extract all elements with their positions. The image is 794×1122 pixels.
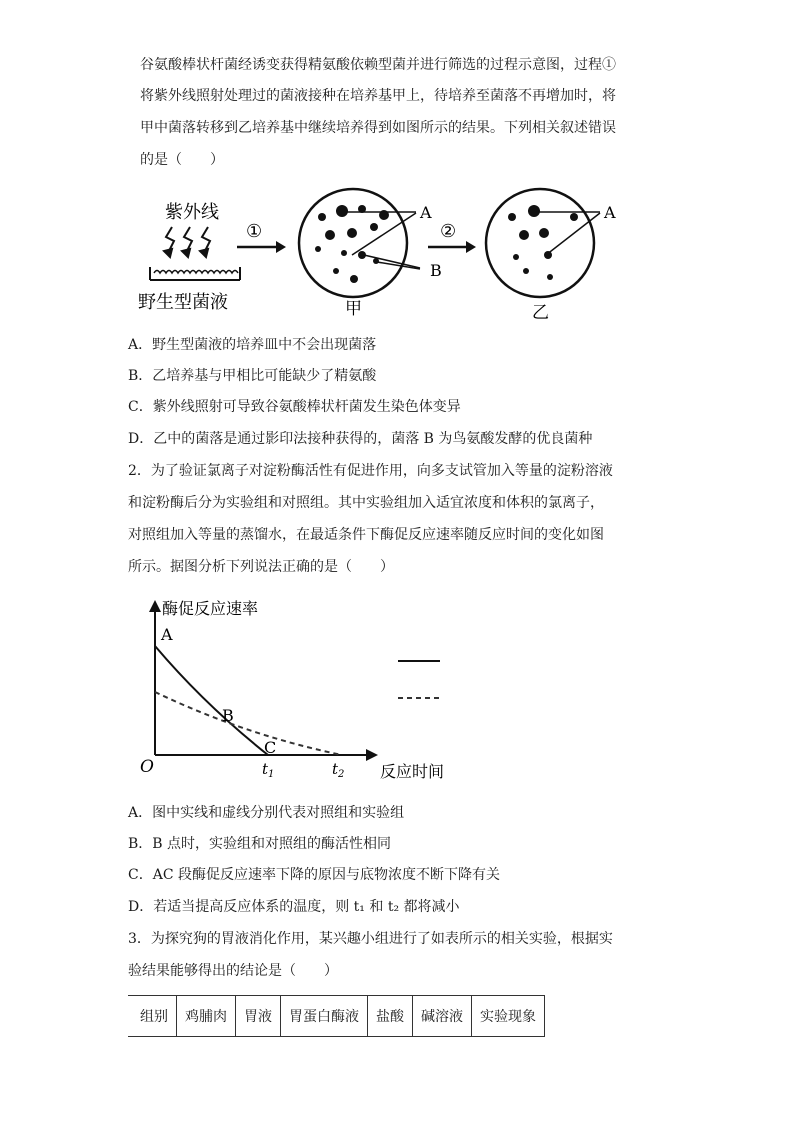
label-a-yi: A <box>604 203 616 222</box>
q2-line-2: 和淀粉酶后分为实验组和对照组。其中实验组加入适宜浓度和体积的氯离子， <box>128 495 604 511</box>
culture-tray-icon <box>150 267 240 280</box>
table-header-cell: 胃液 <box>236 996 281 1037</box>
pointer-lines-jia <box>344 212 420 269</box>
mutagenesis-figure <box>0 185 794 335</box>
q2-line-1: 2．为了验证氯离子对淀粉酶活性有促进作用，向多支试管加入等量的淀粉溶液 <box>128 463 613 479</box>
q1-option-b: B．乙培养基与甲相比可能缺少了精氨酸 <box>128 368 377 384</box>
dish-yi-colonies <box>508 205 578 280</box>
q1-line-1: 谷氨酸棒状杆菌经诱变获得精氨酸依赖型菌并进行筛选的过程示意图，过程① <box>140 57 616 73</box>
label-b-jia: B <box>430 261 442 280</box>
dish-jia-label: 甲 <box>345 299 362 319</box>
q1-line-4: 的是（ ） <box>140 152 224 168</box>
table-header-cell: 组别 <box>128 996 177 1037</box>
experiment-table <box>128 995 545 1037</box>
arrow-right-icon <box>428 241 476 253</box>
q2-option-c: C．AC 段酶促反应速率下降的原因与底物浓度不断下降有关 <box>128 867 500 883</box>
origin-label: O <box>140 757 154 777</box>
arrow-right-icon <box>237 241 286 253</box>
q1-option-a: A．野生型菌液的培养皿中不会出现菌落 <box>128 337 377 353</box>
x-axis-label: 反应时间 <box>380 762 445 781</box>
rate-time-chart <box>0 590 794 790</box>
y-axis-label: 酶促反应速率 <box>162 599 259 618</box>
q2-line-4: 所示。据图分析下列说法正确的是（ ） <box>128 559 394 575</box>
step-2-label: ② <box>440 221 457 242</box>
uv-label: 紫外线 <box>165 202 219 223</box>
dish-yi-label: 乙 <box>532 303 549 323</box>
table-header-cell: 实验现象 <box>472 996 545 1037</box>
tick-t2: $t_2$ <box>332 760 345 780</box>
y-axis-arrow <box>149 600 161 612</box>
q3-line-1: 3．为探究狗的胃液消化作用，某兴趣小组进行了如表所示的相关实验，根据实 <box>128 931 613 947</box>
q3-line-2: 验结果能够得出的结论是（ ） <box>128 963 338 979</box>
table-header-row <box>128 996 545 1037</box>
table-header-cell: 鸡脯肉 <box>177 996 236 1037</box>
wild-type-label: 野生型菌液 <box>138 292 228 313</box>
q1-option-c: C．紫外线照射可导致谷氨酸棒状杆菌发生染色体变异 <box>128 399 461 415</box>
dish-jia-colonies <box>315 205 389 283</box>
label-a-jia: A <box>420 203 432 222</box>
q2-option-b: B．B 点时，实验组和对照组的酶活性相同 <box>128 836 392 852</box>
q2-option-d: D．若适当提高反应体系的温度，则 t₁ 和 t₂ 都将减小 <box>128 899 460 915</box>
point-a-label: A <box>161 625 173 644</box>
q1-option-d: D．乙中的菌落是通过影印法接种获得的，菌落 B 为鸟氨酸发酵的优良菌种 <box>128 431 593 447</box>
table-header-cell: 碱溶液 <box>413 996 472 1037</box>
dish-yi <box>486 189 594 297</box>
x-axis-arrow <box>366 749 378 761</box>
q1-line-3: 甲中菌落转移到乙培养基中继续培养得到如图所示的结果。下列相关叙述错误 <box>140 120 616 136</box>
q2-line-3: 对照组加入等量的蒸馏水，在最适条件下酶促反应速率随反应时间的变化如图 <box>128 527 604 543</box>
table-header-cell: 盐酸 <box>368 996 413 1037</box>
q1-line-2: 将紫外线照射处理过的菌液接种在培养基甲上，待培养至菌落不再增加时，将 <box>140 88 616 104</box>
uv-rays-icon <box>164 227 210 257</box>
q2-option-a: A．图中实线和虚线分别代表对照组和实验组 <box>128 805 405 821</box>
dashed-series-line <box>155 692 342 755</box>
point-c-label: C <box>264 738 277 757</box>
table-header-cell: 胃蛋白酶液 <box>281 996 368 1037</box>
point-b-label: B <box>222 706 234 725</box>
step-1-label: ① <box>246 221 263 242</box>
tick-t1: $t_1$ <box>262 760 275 780</box>
